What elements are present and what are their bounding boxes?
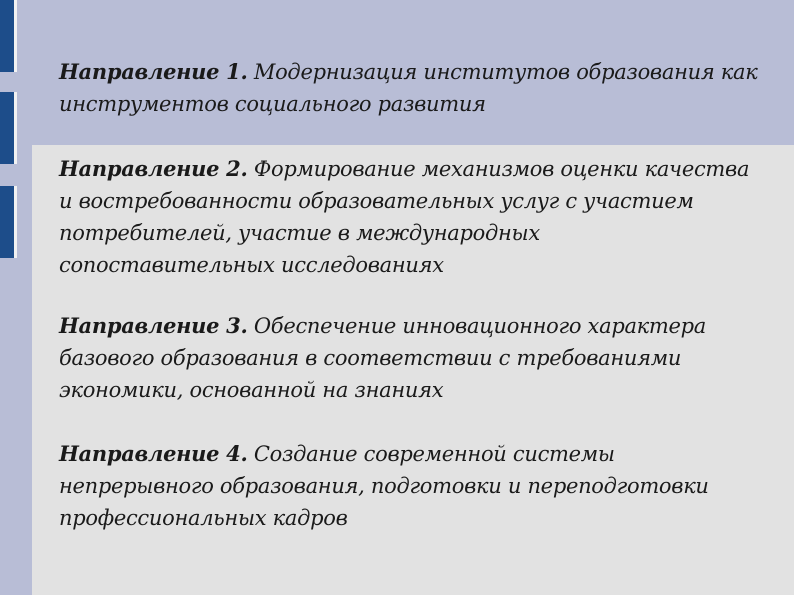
accent-bar-2 (0, 92, 14, 164)
direction-3-text: Обеспечение инновационного характера базового образования в соответствии с требованиями экономики, основанной на знаниях (59, 314, 707, 402)
direction-4-paragraph (59, 438, 759, 534)
direction-2-text: Формирование механизмов оценки качества и востребованности образовательных услуг с участием потребителей, участие в международных сопоставительных исследованиях (59, 157, 750, 277)
direction-4-text: Создание современной системы непрерывного образования, подготовки и переподготовки профессиональных кадров (59, 442, 709, 530)
direction-3-lead: Направление 3. (59, 313, 248, 338)
direction-2-paragraph (59, 153, 759, 281)
accent-bar-1 (0, 0, 14, 72)
direction-1-lead: Направление 1. (59, 59, 248, 84)
direction-2-lead: Направление 2. (59, 156, 248, 181)
direction-1-text: Модернизация институтов образования как инструментов социального развития (59, 60, 758, 116)
direction-1-paragraph (59, 56, 759, 120)
direction-4-lead: Направление 4. (59, 441, 248, 466)
direction-3-paragraph (59, 310, 759, 406)
accent-bar-3 (0, 186, 14, 258)
